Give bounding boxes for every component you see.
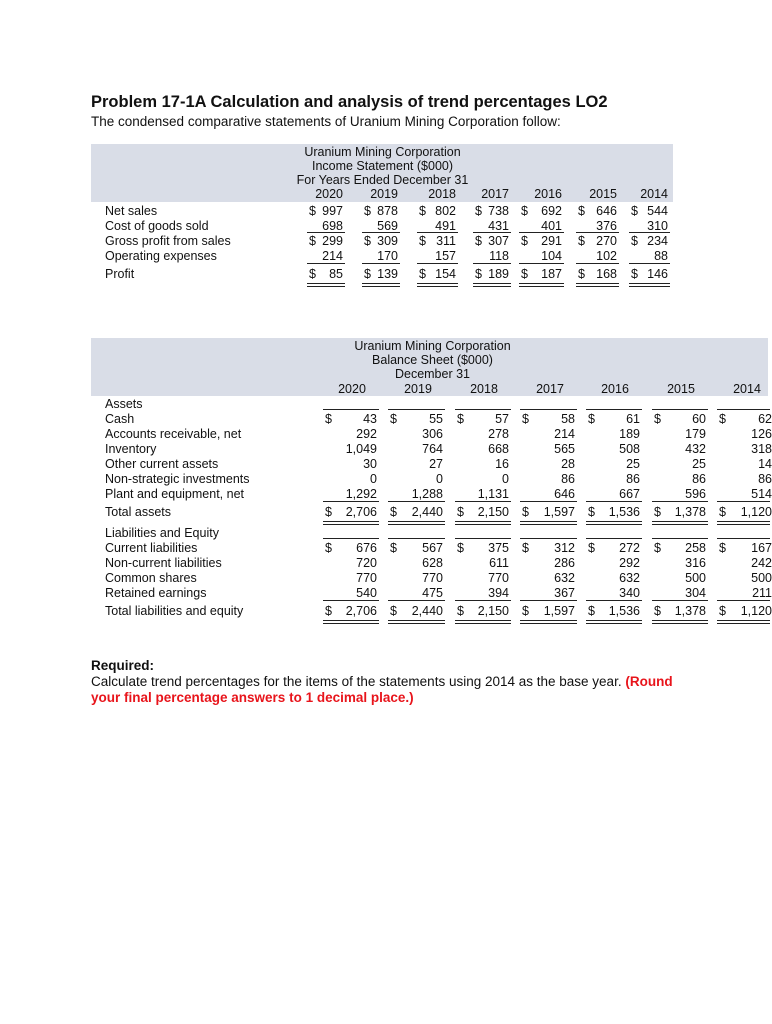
income-statement-heading-line: For Years Ended December 31	[296, 173, 469, 187]
balance-sheet-year-2018: 2018	[470, 382, 498, 396]
underline	[652, 501, 708, 502]
underline	[652, 538, 708, 539]
currency-symbol: $	[719, 541, 726, 555]
currency-symbol: $	[521, 234, 528, 248]
currency-symbol: $	[309, 267, 316, 281]
currency-symbol: $	[457, 412, 464, 426]
income-statement-cell: 234	[647, 234, 668, 248]
underline	[388, 538, 445, 539]
currency-symbol: $	[654, 412, 661, 426]
balance-sheet-cell: 540	[356, 586, 377, 600]
double-underline	[388, 620, 445, 624]
balance-sheet-row-label: Current liabilities	[105, 541, 198, 555]
income-statement-cell: 170	[377, 249, 398, 263]
balance-sheet-year-2016: 2016	[601, 382, 629, 396]
balance-sheet-row-label: Retained earnings	[105, 586, 207, 600]
balance-sheet-cell: 500	[751, 571, 772, 585]
income-statement-cell: 738	[488, 204, 509, 218]
balance-sheet-cell: 646	[554, 487, 575, 501]
double-underline	[323, 620, 379, 624]
required-heading: Required:	[91, 658, 155, 673]
balance-sheet-cell: 2,706	[345, 604, 377, 618]
currency-symbol: $	[654, 604, 661, 618]
double-underline	[417, 283, 458, 287]
double-underline	[455, 620, 511, 624]
income-statement-year-2016: 2016	[534, 187, 562, 201]
underline	[576, 263, 619, 264]
income-statement-year-2018: 2018	[428, 187, 456, 201]
currency-symbol: $	[364, 234, 371, 248]
currency-symbol: $	[475, 204, 482, 218]
currency-symbol: $	[578, 267, 585, 281]
underline	[586, 409, 642, 410]
balance-sheet-cell: 58	[561, 412, 575, 426]
balance-sheet-heading-line: Balance Sheet ($000)	[372, 353, 493, 367]
income-statement-cell: 214	[322, 249, 343, 263]
balance-sheet-row-label: Plant and equipment, net	[105, 487, 244, 501]
income-statement-row-label: Operating expenses	[105, 249, 217, 263]
income-statement-row-label: Gross profit from sales	[105, 234, 231, 248]
balance-sheet-cell: 211	[752, 586, 772, 600]
balance-sheet-year-2019: 2019	[404, 382, 432, 396]
income-statement-cell: 802	[435, 204, 456, 218]
underline	[362, 232, 400, 233]
balance-sheet-cell: 0	[370, 472, 377, 486]
income-statement-year-2020: 2020	[315, 187, 343, 201]
double-underline	[388, 521, 445, 525]
balance-sheet-cell: 720	[356, 556, 377, 570]
underline	[307, 263, 345, 264]
balance-sheet-cell: 1,597	[543, 505, 575, 519]
balance-sheet-cell: 292	[619, 556, 640, 570]
income-statement-cell: 189	[488, 267, 509, 281]
balance-sheet-cell: 179	[685, 427, 706, 441]
rounding-instruction: (Round your final percentage answers to 1 decimal place.)	[91, 674, 673, 705]
balance-sheet-cell: 278	[488, 427, 509, 441]
currency-symbol: $	[522, 412, 529, 426]
currency-symbol: $	[419, 204, 426, 218]
balance-sheet-cell: 667	[619, 487, 640, 501]
income-statement-cell: 569	[377, 219, 398, 233]
income-statement-year-2019: 2019	[370, 187, 398, 201]
balance-sheet-cell: 316	[685, 556, 706, 570]
income-statement-cell: 157	[435, 249, 456, 263]
underline	[388, 409, 445, 410]
income-statement-cell: 168	[596, 267, 617, 281]
currency-symbol: $	[521, 267, 528, 281]
balance-sheet-cell: 375	[488, 541, 509, 555]
balance-sheet-row-label: Accounts receivable, net	[105, 427, 242, 441]
underline	[455, 600, 511, 601]
currency-symbol: $	[522, 541, 529, 555]
double-underline	[717, 620, 770, 624]
balance-sheet-cell: 340	[619, 586, 640, 600]
double-underline	[717, 521, 770, 525]
double-underline	[519, 283, 564, 287]
balance-sheet-cell: 1,378	[674, 505, 706, 519]
balance-sheet-cell: 1,120	[740, 604, 772, 618]
income-statement-cell: 311	[436, 234, 456, 248]
income-statement-cell: 376	[596, 219, 617, 233]
balance-sheet-cell: 611	[489, 556, 509, 570]
balance-sheet-row-label: Liabilities and Equity	[105, 526, 219, 540]
balance-sheet-row-label: Non-strategic investments	[105, 472, 250, 486]
balance-sheet-cell: 2,440	[411, 604, 443, 618]
balance-sheet-cell: 43	[363, 412, 377, 426]
underline	[520, 409, 577, 410]
balance-sheet-cell: 2,440	[411, 505, 443, 519]
income-statement-cell: 431	[488, 219, 509, 233]
balance-sheet-cell: 86	[561, 472, 575, 486]
currency-symbol: $	[309, 234, 316, 248]
underline	[717, 409, 770, 410]
balance-sheet-cell: 475	[422, 586, 443, 600]
balance-sheet-cell: 1,288	[411, 487, 443, 501]
balance-sheet-cell: 86	[758, 472, 772, 486]
balance-sheet-cell: 2,150	[477, 604, 509, 618]
balance-sheet-cell: 86	[692, 472, 706, 486]
underline	[388, 600, 445, 601]
underline	[417, 232, 458, 233]
underline	[362, 263, 400, 264]
currency-symbol: $	[631, 234, 638, 248]
currency-symbol: $	[578, 234, 585, 248]
underline	[307, 232, 345, 233]
currency-symbol: $	[309, 204, 316, 218]
underline	[652, 409, 708, 410]
income-statement-cell: 146	[647, 267, 668, 281]
balance-sheet-cell: 60	[692, 412, 706, 426]
balance-sheet-cell: 508	[619, 442, 640, 456]
underline	[455, 501, 511, 502]
underline	[652, 600, 708, 601]
currency-symbol: $	[390, 541, 397, 555]
underline	[629, 263, 670, 264]
currency-symbol: $	[588, 541, 595, 555]
underline	[417, 263, 458, 264]
balance-sheet-cell: 318	[751, 442, 772, 456]
balance-sheet-cell: 764	[422, 442, 443, 456]
income-statement-cell: 310	[647, 219, 668, 233]
income-statement-cell: 544	[647, 204, 668, 218]
currency-symbol: $	[631, 267, 638, 281]
currency-symbol: $	[578, 204, 585, 218]
balance-sheet-cell: 596	[685, 487, 706, 501]
balance-sheet-cell: 30	[363, 457, 377, 471]
income-statement-cell: 291	[541, 234, 562, 248]
balance-sheet-row-label: Total liabilities and equity	[105, 604, 244, 618]
underline	[586, 538, 642, 539]
problem-title: Problem 17-1A Calculation and analysis of trend percentages LO2	[91, 93, 608, 111]
underline	[586, 501, 642, 502]
balance-sheet-cell: 126	[751, 427, 772, 441]
balance-sheet-cell: 57	[495, 412, 509, 426]
balance-sheet-cell: 676	[356, 541, 377, 555]
balance-sheet-year-2017: 2017	[536, 382, 564, 396]
currency-symbol: $	[457, 541, 464, 555]
currency-symbol: $	[654, 505, 661, 519]
income-statement-cell: 692	[541, 204, 562, 218]
currency-symbol: $	[522, 604, 529, 618]
income-statement-cell: 307	[488, 234, 509, 248]
balance-sheet-cell: 272	[619, 541, 640, 555]
underline	[717, 538, 770, 539]
balance-sheet-cell: 394	[488, 586, 509, 600]
income-statement-row-label: Net sales	[105, 204, 158, 218]
income-statement-cell: 491	[435, 219, 456, 233]
income-statement-heading-line: Income Statement ($000)	[311, 159, 454, 173]
underline	[388, 501, 445, 502]
currency-symbol: $	[419, 234, 426, 248]
required-instruction: Calculate trend percentages for the items of the statements using 2014 as the base year.	[91, 674, 622, 689]
balance-sheet-year-2020: 2020	[338, 382, 366, 396]
balance-sheet-cell: 1,049	[345, 442, 377, 456]
double-underline	[586, 521, 642, 525]
underline	[519, 263, 564, 264]
currency-symbol: $	[457, 505, 464, 519]
balance-sheet-cell: 367	[554, 586, 575, 600]
underline	[323, 409, 379, 410]
underline	[323, 538, 379, 539]
balance-sheet-cell: 25	[692, 457, 706, 471]
balance-sheet-row-label: Cash	[105, 412, 135, 426]
currency-symbol: $	[719, 604, 726, 618]
balance-sheet-cell: 1,378	[674, 604, 706, 618]
income-statement-cell: 646	[596, 204, 617, 218]
underline	[323, 501, 379, 502]
balance-sheet-cell: 28	[561, 457, 575, 471]
income-statement-cell: 401	[541, 219, 562, 233]
income-statement-row-label: Profit	[105, 267, 135, 281]
currency-symbol: $	[325, 505, 332, 519]
balance-sheet-cell: 304	[685, 586, 706, 600]
underline	[520, 501, 577, 502]
double-underline	[586, 620, 642, 624]
currency-symbol: $	[588, 412, 595, 426]
underline	[520, 538, 577, 539]
underline	[473, 232, 511, 233]
income-statement-cell: 878	[377, 204, 398, 218]
income-statement-cell: 154	[435, 267, 456, 281]
currency-symbol: $	[325, 412, 332, 426]
balance-sheet-cell: 770	[422, 571, 443, 585]
double-underline	[455, 521, 511, 525]
currency-symbol: $	[390, 604, 397, 618]
double-underline	[576, 283, 619, 287]
balance-sheet-cell: 632	[619, 571, 640, 585]
income-statement-cell: 309	[377, 234, 398, 248]
currency-symbol: $	[419, 267, 426, 281]
balance-sheet-cell: 167	[751, 541, 772, 555]
currency-symbol: $	[475, 234, 482, 248]
balance-sheet-row-label: Inventory	[105, 442, 157, 456]
balance-sheet-heading-line: December 31	[394, 367, 471, 381]
currency-symbol: $	[631, 204, 638, 218]
income-statement-cell: 299	[322, 234, 343, 248]
balance-sheet-cell: 0	[502, 472, 509, 486]
balance-sheet-cell: 2,706	[345, 505, 377, 519]
double-underline	[307, 283, 345, 287]
balance-sheet-cell: 632	[554, 571, 575, 585]
currency-symbol: $	[522, 505, 529, 519]
income-statement-cell: 139	[377, 267, 398, 281]
balance-sheet-cell: 61	[626, 412, 640, 426]
underline	[473, 263, 511, 264]
balance-sheet-cell: 567	[422, 541, 443, 555]
balance-sheet-year-2014: 2014	[733, 382, 761, 396]
underline	[576, 232, 619, 233]
currency-symbol: $	[390, 412, 397, 426]
currency-symbol: $	[719, 505, 726, 519]
problem-intro: The condensed comparative statements of Uranium Mining Corporation follow:	[91, 114, 561, 129]
double-underline	[652, 620, 708, 624]
balance-sheet-cell: 1,292	[345, 487, 377, 501]
currency-symbol: $	[457, 604, 464, 618]
balance-sheet-cell: 25	[626, 457, 640, 471]
balance-sheet-cell: 306	[422, 427, 443, 441]
balance-sheet-cell: 55	[429, 412, 443, 426]
double-underline	[629, 283, 670, 287]
balance-sheet-cell: 86	[626, 472, 640, 486]
double-underline	[520, 620, 577, 624]
underline	[629, 232, 670, 233]
balance-sheet-row-label: Non-current liabilities	[105, 556, 222, 570]
double-underline	[323, 521, 379, 525]
underline	[323, 600, 379, 601]
double-underline	[520, 521, 577, 525]
balance-sheet-cell: 514	[751, 487, 772, 501]
balance-sheet-cell: 286	[554, 556, 575, 570]
currency-symbol: $	[390, 505, 397, 519]
income-statement-cell: 118	[489, 249, 509, 263]
double-underline	[362, 283, 400, 287]
balance-sheet-cell: 565	[554, 442, 575, 456]
balance-sheet-heading-line: Uranium Mining Corporation	[354, 339, 511, 353]
underline	[520, 600, 577, 601]
income-statement-cell: 102	[596, 249, 617, 263]
income-statement-cell: 997	[322, 204, 343, 218]
currency-symbol: $	[325, 541, 332, 555]
balance-sheet-cell: 0	[436, 472, 443, 486]
balance-sheet-cell: 189	[619, 427, 640, 441]
balance-sheet-cell: 214	[554, 427, 575, 441]
income-statement-year-2014: 2014	[640, 187, 668, 201]
underline	[586, 600, 642, 601]
balance-sheet-cell: 432	[685, 442, 706, 456]
currency-symbol: $	[364, 204, 371, 218]
balance-sheet-row-label: Common shares	[105, 571, 197, 585]
income-statement-cell: 187	[541, 267, 562, 281]
underline	[455, 409, 511, 410]
income-statement-row-label: Cost of goods sold	[105, 219, 209, 233]
balance-sheet-row-label: Other current assets	[105, 457, 219, 471]
balance-sheet-cell: 1,120	[740, 505, 772, 519]
balance-sheet-cell: 242	[751, 556, 772, 570]
balance-sheet-cell: 16	[495, 457, 509, 471]
income-statement-cell: 88	[654, 249, 668, 263]
income-statement-year-2017: 2017	[481, 187, 509, 201]
balance-sheet-cell: 770	[488, 571, 509, 585]
income-statement-cell: 698	[322, 219, 343, 233]
balance-sheet-cell: 2,150	[477, 505, 509, 519]
currency-symbol: $	[475, 267, 482, 281]
currency-symbol: $	[588, 505, 595, 519]
balance-sheet-cell: 770	[356, 571, 377, 585]
balance-sheet-cell: 1,597	[543, 604, 575, 618]
double-underline	[652, 521, 708, 525]
required-text	[91, 674, 691, 706]
currency-symbol: $	[364, 267, 371, 281]
balance-sheet-cell: 1,536	[608, 505, 640, 519]
underline	[519, 232, 564, 233]
underline	[717, 501, 770, 502]
balance-sheet-cell: 500	[685, 571, 706, 585]
balance-sheet-cell: 312	[554, 541, 575, 555]
income-statement-heading-line: Uranium Mining Corporation	[304, 145, 461, 159]
balance-sheet-cell: 27	[429, 457, 443, 471]
underline	[455, 538, 511, 539]
income-statement-cell: 104	[541, 249, 562, 263]
currency-symbol: $	[325, 604, 332, 618]
balance-sheet-cell: 628	[422, 556, 443, 570]
balance-sheet-cell: 1,131	[477, 487, 509, 501]
currency-symbol: $	[654, 541, 661, 555]
double-underline	[473, 283, 511, 287]
balance-sheet-row-label: Total assets	[105, 505, 172, 519]
balance-sheet-row-label: Assets	[105, 397, 143, 411]
currency-symbol: $	[588, 604, 595, 618]
balance-sheet-year-2015: 2015	[667, 382, 695, 396]
underline	[717, 600, 770, 601]
balance-sheet-cell: 668	[488, 442, 509, 456]
balance-sheet-cell: 1,536	[608, 604, 640, 618]
income-statement-cell: 85	[329, 267, 343, 281]
balance-sheet-cell: 292	[356, 427, 377, 441]
balance-sheet-cell: 62	[758, 412, 772, 426]
income-statement-year-2015: 2015	[589, 187, 617, 201]
balance-sheet-cell: 258	[685, 541, 706, 555]
income-statement-cell: 270	[596, 234, 617, 248]
currency-symbol: $	[521, 204, 528, 218]
balance-sheet-cell: 14	[758, 457, 772, 471]
currency-symbol: $	[719, 412, 726, 426]
